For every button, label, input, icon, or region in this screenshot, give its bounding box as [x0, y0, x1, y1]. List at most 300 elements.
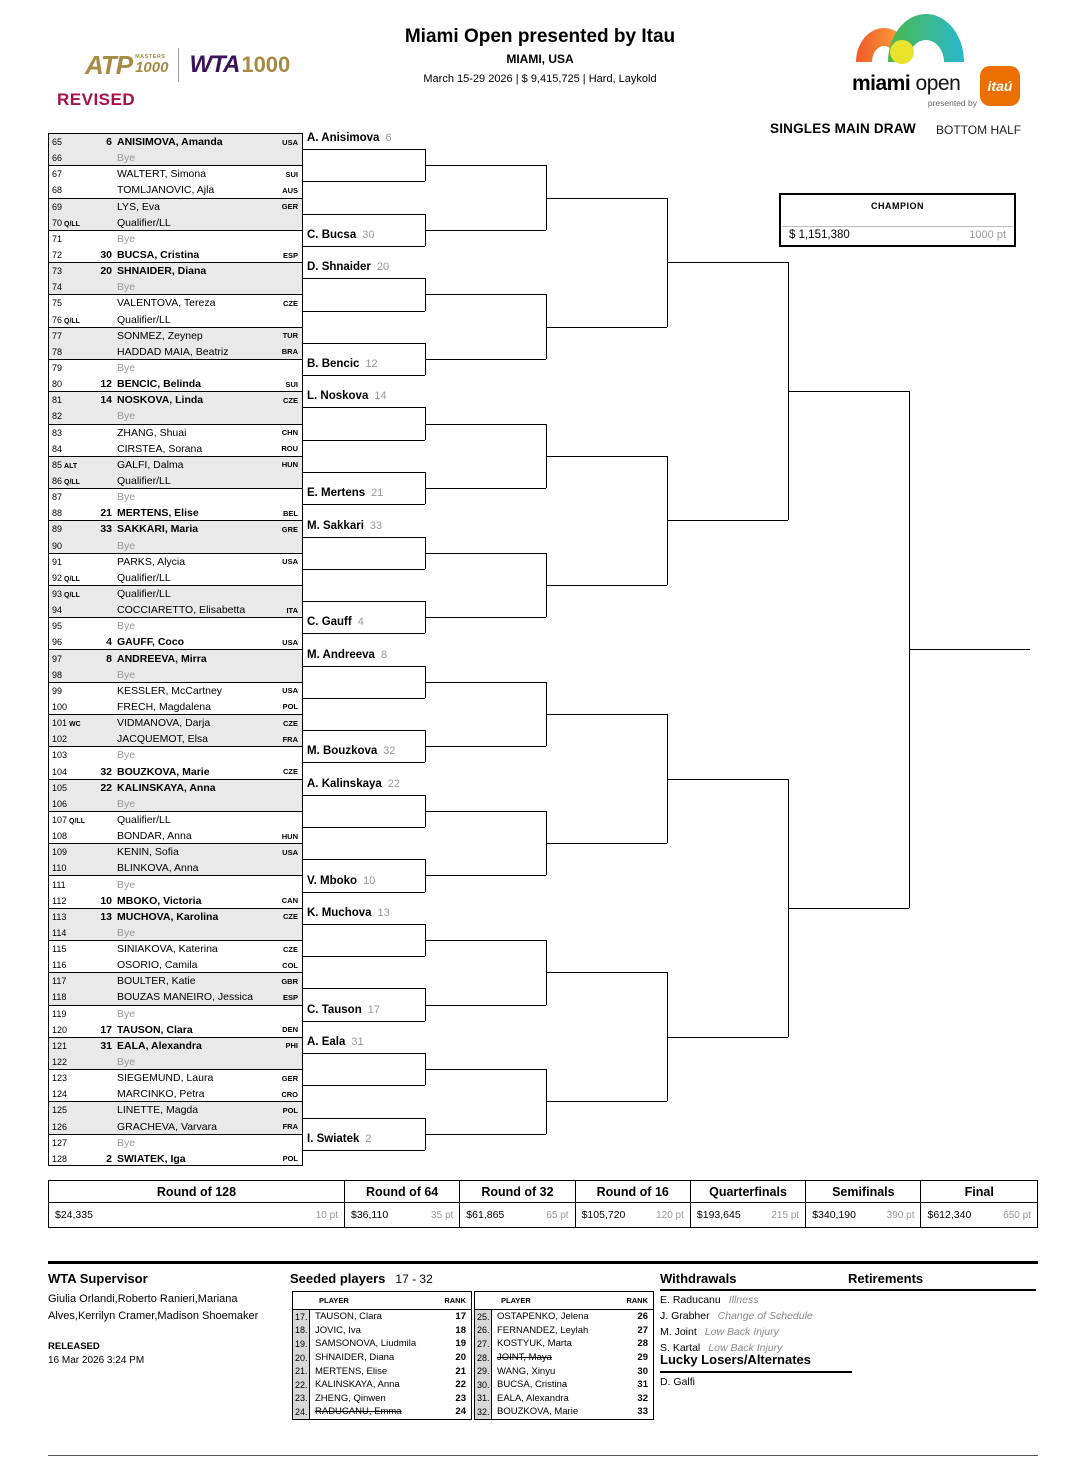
seeded-rank: 32 — [637, 1392, 648, 1404]
seeded-row — [293, 1310, 471, 1324]
draw-entry-row — [49, 344, 302, 360]
entry-country: POL — [282, 1154, 298, 1164]
entry-country: CRO — [281, 1089, 298, 1099]
seeded-row — [475, 1392, 653, 1406]
draw-entry-row — [49, 312, 302, 328]
draw-entry-row — [49, 182, 302, 198]
entry-country: USA — [282, 847, 298, 857]
r64-winner-label — [307, 487, 383, 499]
bracket-hline — [303, 827, 425, 828]
r64-winner-label — [307, 261, 389, 273]
bracket-hline — [303, 246, 425, 247]
bracket-hline — [303, 666, 425, 667]
entry-number: 73 — [52, 266, 63, 277]
entry-player-name: MUCHOVA, Karolina — [117, 910, 219, 923]
match-box — [48, 1101, 303, 1133]
entry-seed: 22 — [100, 781, 112, 794]
logo-divider — [178, 48, 179, 82]
footer-divider — [48, 1261, 1038, 1264]
entry-number: 98 — [52, 669, 63, 680]
champion-points: 1000 pt — [969, 229, 1006, 241]
entry-number: 95 — [52, 621, 63, 632]
draw-entry-row — [49, 1070, 302, 1086]
seeded-number: 17. — [293, 1310, 310, 1324]
r64-winner-label — [307, 875, 375, 887]
bracket-hline — [303, 407, 425, 408]
bracket-hline — [303, 569, 425, 570]
r64-winner-name: M. Andreeva — [307, 648, 375, 661]
entry-tag: WC — [69, 721, 81, 729]
seeded-player-name: BUCSA, Cristina — [497, 1379, 568, 1391]
match-box — [48, 262, 303, 294]
seeded-number: 22. — [293, 1378, 310, 1392]
r64-winner-name: M. Bouzkova — [307, 745, 378, 758]
entry-tag: Q/LL — [64, 591, 80, 599]
match-box — [48, 649, 303, 681]
withdrawals-title: Withdrawals — [660, 1271, 737, 1286]
entry-player-name: Qualifier/LL — [117, 587, 171, 600]
r64-winner-label — [307, 907, 390, 919]
bracket-hline — [425, 230, 546, 231]
entry-number: 119 — [52, 1008, 67, 1019]
entry-player-name: JACQUEMOT, Elsa — [117, 733, 209, 746]
seeded-row — [475, 1405, 653, 1419]
seeded-number: 30. — [475, 1378, 492, 1392]
wta-1000-label: 1000 — [241, 52, 291, 77]
bracket-hline — [425, 811, 546, 812]
tournament-city: MIAMI, USA — [506, 52, 574, 66]
entry-number: 86 Q/LL — [52, 475, 80, 486]
draw-entry-row — [49, 392, 302, 408]
draw-entry-row — [49, 1086, 302, 1102]
draw-entry-row — [49, 554, 302, 570]
r64-winner-label — [307, 229, 374, 241]
match-box — [48, 617, 303, 649]
entry-player-name: BONDAR, Anna — [117, 830, 192, 843]
bracket-hline — [303, 730, 425, 731]
seeded-table-left — [292, 1291, 472, 1420]
entry-number: 85 ALT — [52, 459, 78, 470]
entry-country: GER — [281, 1073, 298, 1083]
r64-winner-label — [307, 616, 364, 628]
seeded-player-name: RADUCANU, Emma — [315, 1406, 402, 1418]
r64-winner-seed: 13 — [377, 906, 390, 919]
r64-winner-seed: 12 — [365, 358, 378, 371]
draw-entry-row — [49, 425, 302, 441]
tournament-title: Miami Open presented by Itau — [404, 26, 676, 47]
entry-number: 102 — [52, 734, 68, 745]
bracket-hline — [303, 1053, 425, 1054]
r64-winner-label — [307, 649, 387, 661]
r64-winner-label — [307, 390, 387, 402]
draw-entry-row — [49, 1102, 302, 1118]
entry-number: 105 — [52, 782, 68, 793]
bracket-hline — [546, 714, 667, 715]
draw-entry-row — [49, 279, 302, 295]
bracket-hline — [303, 472, 425, 473]
seeded-rank: 31 — [637, 1379, 648, 1391]
entry-player-name: Qualifier/LL — [117, 813, 171, 826]
entry-country: USA — [282, 557, 298, 567]
withdrawal-reason: Low Back Injury — [708, 1342, 783, 1354]
bracket-hline — [909, 649, 1030, 650]
entry-number: 99 — [52, 685, 63, 696]
r64-winner-label — [307, 520, 382, 532]
seeded-number: 32. — [475, 1405, 492, 1419]
bracket-hline — [425, 165, 546, 166]
entry-seed: 31 — [100, 1039, 112, 1052]
prize-amount: $105,720 — [581, 1209, 626, 1221]
bracket-hline — [303, 633, 425, 634]
entry-player-name: VIDMANOVA, Darja — [117, 717, 211, 730]
entry-number: 124 — [52, 1089, 68, 1100]
entry-number: 100 — [52, 701, 68, 712]
entry-number: 65 — [52, 137, 63, 148]
bracket-hline — [546, 456, 667, 457]
r64-winner-name: C. Bucsa — [307, 228, 357, 241]
tournament-info: March 15-29 2026 | $ 9,415,725 | Hard, Laykold — [423, 73, 657, 85]
seeded-rank: 24 — [455, 1406, 466, 1418]
seeded-number: 28. — [475, 1351, 492, 1365]
entry-player-name: KALINSKAYA, Anna — [117, 781, 216, 794]
entry-tag: Q/LL — [64, 478, 80, 486]
match-box — [48, 1069, 303, 1101]
bracket-hline — [425, 940, 546, 941]
match-box — [48, 1134, 303, 1166]
prize-value-row — [460, 1203, 574, 1227]
entry-number: 97 — [52, 653, 63, 664]
prize-points: 390 pt — [886, 1209, 915, 1221]
match-box — [48, 456, 303, 488]
entry-player-name: Bye — [117, 878, 136, 891]
entry-number: 115 — [52, 944, 67, 955]
r64-winner-name: A. Eala — [307, 1036, 346, 1048]
entry-seed: 13 — [100, 910, 112, 923]
seeded-player-name: SAMSONOVA, Liudmila — [315, 1338, 417, 1350]
champion-label: CHAMPION — [871, 201, 924, 211]
entry-number: 92 Q/LL — [52, 572, 80, 583]
entry-player-name: BOUZAS MANEIRO, Jessica — [117, 991, 253, 1004]
seeded-number: 27. — [475, 1337, 492, 1351]
entry-seed: 17 — [100, 1023, 112, 1036]
entry-seed: 6 — [106, 136, 112, 149]
entry-seed: 20 — [100, 265, 112, 278]
retirements-rule — [848, 1289, 1036, 1291]
seeded-rank: 17 — [455, 1311, 466, 1323]
r64-winner-seed: 17 — [367, 1003, 380, 1016]
entry-player-name: Bye — [117, 491, 136, 504]
seeded-number: 29. — [475, 1364, 492, 1378]
entry-number: 67 — [52, 169, 63, 180]
seeded-player-name: TAUSON, Clara — [315, 1311, 382, 1323]
r64-winner-label — [307, 1004, 380, 1016]
entry-country: USA — [282, 137, 298, 147]
seeded-player-name: KOSTYUK, Marta — [497, 1338, 572, 1350]
seeded-number: 21. — [293, 1364, 310, 1378]
lucky-losers-rule — [660, 1371, 852, 1373]
seeded-header-row — [475, 1292, 653, 1310]
entry-country: CZE — [283, 718, 298, 728]
entry-player-name: Bye — [117, 281, 136, 294]
seeded-col-rank: RANK — [626, 1296, 648, 1305]
seeded-row — [475, 1378, 653, 1392]
r64-winner-label — [307, 745, 396, 757]
bracket-hline — [303, 343, 425, 344]
entry-player-name: WALTERT, Simona — [117, 168, 207, 181]
match-box — [48, 230, 303, 262]
match-box — [48, 198, 303, 230]
bracket-hline — [425, 875, 546, 876]
entry-player-name: SINIAKOVA, Katerina — [117, 943, 218, 956]
entry-number: 123 — [52, 1073, 68, 1084]
entry-country: ITA — [286, 605, 298, 615]
withdrawals-rule — [660, 1289, 852, 1291]
draw-entry-row — [49, 699, 302, 715]
prize-amount: $24,335 — [55, 1209, 93, 1221]
entry-number: 76 Q/LL — [52, 314, 80, 325]
entry-seed: 10 — [100, 894, 112, 907]
withdrawal-row — [660, 1326, 779, 1338]
r64-winner-seed: 30 — [362, 228, 375, 241]
seeded-header-row — [293, 1292, 471, 1310]
match-box — [48, 714, 303, 746]
draw-entry-row — [49, 925, 302, 941]
prize-column — [460, 1181, 575, 1227]
entry-country: CZE — [283, 767, 298, 777]
r64-winner-seed: 14 — [374, 390, 387, 403]
match-box — [48, 585, 303, 617]
bracket-hline — [425, 617, 546, 618]
r64-winner-name: D. Shnaider — [307, 261, 371, 274]
entry-number: 83 — [52, 427, 63, 438]
entry-player-name: BOUZKOVA, Marie — [117, 765, 210, 778]
match-box — [48, 133, 303, 165]
bracket-hline — [303, 1021, 425, 1022]
seeded-col-rank: RANK — [444, 1296, 466, 1305]
entry-player-name: COCCIARETTO, Elisabetta — [117, 604, 246, 617]
bracket-hline — [546, 843, 667, 844]
seeded-table-right — [474, 1291, 654, 1420]
r64-winner-label — [307, 132, 392, 144]
bracket-hline — [425, 359, 546, 360]
draw-entry-row — [49, 247, 302, 263]
r64-winner-name: B. Bencic — [307, 358, 360, 371]
r64-winner-seed: 32 — [383, 745, 396, 758]
r64-winner-seed: 10 — [363, 874, 376, 887]
draw-entry-row — [49, 957, 302, 973]
r64-winner-name: A. Anisimova — [307, 132, 380, 145]
draw-entry-row — [49, 941, 302, 957]
entry-number: 116 — [52, 960, 67, 971]
entry-number: 91 — [52, 556, 63, 567]
draw-entry-row — [49, 1135, 302, 1151]
seeded-players-title: Seeded players 17 - 32 — [290, 1271, 433, 1286]
draw-entry-row — [49, 989, 302, 1005]
r64-winner-label — [307, 358, 378, 370]
prize-column — [691, 1181, 806, 1227]
entry-number: 78 — [52, 346, 63, 357]
prize-column — [806, 1181, 921, 1227]
seeded-row — [475, 1310, 653, 1324]
draw-entry-row — [49, 473, 302, 489]
prize-value-row — [921, 1203, 1037, 1227]
r64-winner-name: M. Sakkari — [307, 519, 364, 532]
match-box — [48, 682, 303, 714]
seeded-rank: 26 — [637, 1311, 648, 1323]
entry-number: 66 — [52, 153, 63, 164]
bracket-hline — [303, 181, 425, 182]
entry-number: 122 — [52, 1057, 68, 1068]
seeded-number: 18. — [293, 1324, 310, 1338]
entry-player-name: Bye — [117, 926, 136, 939]
draw-entry-row — [49, 780, 302, 796]
r64-winner-label — [307, 1133, 372, 1145]
seeded-number: 19. — [293, 1337, 310, 1351]
entry-player-name: BOULTER, Katie — [117, 975, 196, 988]
entry-player-name: Qualifier/LL — [117, 571, 171, 584]
draw-entry-row — [49, 360, 302, 376]
seeded-row — [293, 1337, 471, 1351]
entry-country: DEN — [282, 1025, 298, 1035]
entry-country: POL — [282, 702, 298, 712]
draw-entry-row — [49, 537, 302, 553]
bracket-hline — [546, 1101, 667, 1102]
bracket-hline — [303, 1085, 425, 1086]
r64-winner-label — [307, 778, 400, 790]
entry-number: 87 — [52, 492, 63, 503]
r64-winner-seed: 22 — [387, 777, 401, 790]
match-box — [48, 327, 303, 359]
seeded-rank: 23 — [455, 1392, 466, 1404]
entry-country: ESP — [282, 250, 298, 260]
prize-column — [49, 1181, 345, 1227]
prize-value-row — [576, 1203, 690, 1227]
supervisor-title: WTA Supervisor — [48, 1271, 148, 1286]
seeded-player-name: FERNANDEZ, Leylah — [497, 1324, 589, 1336]
match-box — [48, 488, 303, 520]
bracket-hline — [546, 585, 667, 586]
itau-logo: itaú — [980, 66, 1020, 106]
entry-country: CZE — [283, 912, 298, 922]
entry-player-name: Bye — [117, 362, 136, 375]
entry-player-name: LYS, Eva — [117, 200, 160, 213]
prize-points: 10 pt — [315, 1209, 338, 1221]
match-box — [48, 391, 303, 423]
entry-player-name: MERTENS, Elise — [117, 507, 199, 520]
entry-seed: 30 — [100, 249, 112, 262]
entry-tag: Q/LL — [64, 575, 80, 583]
r64-winner-name: V. Mboko — [307, 874, 358, 887]
bracket-hline — [425, 424, 546, 425]
entry-number: 117 — [52, 976, 67, 987]
entry-player-name: Bye — [117, 1136, 136, 1149]
draw-entry-row — [49, 1006, 302, 1022]
seeded-rank: 29 — [637, 1352, 648, 1364]
seeded-player-name: JOVIC, Iva — [315, 1324, 361, 1336]
champion-divider — [782, 226, 1013, 227]
bracket-hline — [303, 1118, 425, 1119]
atp-logo: ATP — [85, 49, 133, 80]
r64-winner-seed: 20 — [376, 261, 390, 274]
entry-player-name: SAKKARI, Maria — [117, 523, 199, 536]
seeded-number: 26. — [475, 1324, 492, 1338]
prize-round-header: Round of 32 — [460, 1181, 574, 1203]
entry-country: CAN — [281, 896, 298, 906]
entry-player-name: Bye — [117, 1007, 136, 1020]
seeded-col-player: PLAYER — [319, 1296, 349, 1305]
atp-masters-label: MASTERS — [135, 53, 166, 60]
entry-number: 128 — [52, 1153, 68, 1164]
draw-entry-row — [49, 376, 302, 392]
match-box — [48, 746, 303, 778]
lucky-loser-name: D. Galfi — [660, 1376, 696, 1388]
draw-entry-row — [49, 328, 302, 344]
bracket-hline — [303, 311, 425, 312]
draw-entry-row — [49, 747, 302, 763]
entry-number: 110 — [52, 863, 67, 874]
prize-value-row — [49, 1203, 344, 1227]
match-box — [48, 424, 303, 456]
entry-player-name: Bye — [117, 152, 136, 165]
draw-entry-row — [49, 973, 302, 989]
entry-number: 111 — [52, 879, 66, 890]
r64-winner-name: I. Swiatek — [307, 1132, 360, 1145]
entry-country: BRA — [281, 347, 298, 357]
presented-by-label: presented by — [927, 98, 977, 108]
bracket-hline — [303, 278, 425, 279]
draw-entry-row — [49, 634, 302, 650]
prize-value-row — [691, 1203, 805, 1227]
match-box — [48, 779, 303, 811]
match-box — [48, 294, 303, 326]
entry-player-name: BUCSA, Cristina — [117, 249, 200, 262]
entry-number: 118 — [52, 992, 67, 1003]
entry-number: 112 — [52, 895, 67, 906]
entry-number: 107 Q/LL — [52, 814, 85, 825]
entry-country: CZE — [283, 395, 298, 405]
draw-entry-row — [49, 1054, 302, 1070]
entry-number: 77 — [52, 330, 63, 341]
bracket-hline — [303, 504, 425, 505]
entry-country: TUR — [282, 331, 298, 341]
draw-entry-row — [49, 602, 302, 618]
bracket-hline — [425, 746, 546, 747]
seeded-players-range: 17 - 32 — [395, 1272, 433, 1286]
bracket-hline — [303, 537, 425, 538]
entry-player-name: OSORIO, Camila — [117, 959, 198, 972]
entry-number: 120 — [52, 1024, 68, 1035]
entry-country: FRA — [282, 734, 298, 744]
entry-player-name: MARCINKO, Petra — [117, 1088, 205, 1101]
entry-number: 125 — [52, 1105, 68, 1116]
r64-winner-seed: 33 — [369, 519, 383, 532]
entry-country: HUN — [281, 831, 298, 841]
draw-entry-row — [49, 812, 302, 828]
entry-country: COL — [282, 960, 298, 970]
draw-entry-row — [49, 683, 302, 699]
seeded-player-name: OSTAPENKO, Jelena — [497, 1311, 589, 1323]
bracket-hline — [546, 198, 667, 199]
entry-player-name: KESSLER, McCartney — [117, 684, 223, 697]
entry-country: FRA — [282, 1122, 298, 1132]
entry-number: 113 — [52, 911, 67, 922]
prize-round-header: Quarterfinals — [691, 1181, 805, 1203]
entry-number: 96 — [52, 637, 63, 648]
logo-yellow-circle-icon — [890, 40, 914, 64]
entry-player-name: ANDREEVA, Mirra — [117, 652, 207, 665]
prize-round-header: Round of 128 — [49, 1181, 344, 1203]
entry-player-name: SIEGEMUND, Laura — [117, 1072, 214, 1085]
